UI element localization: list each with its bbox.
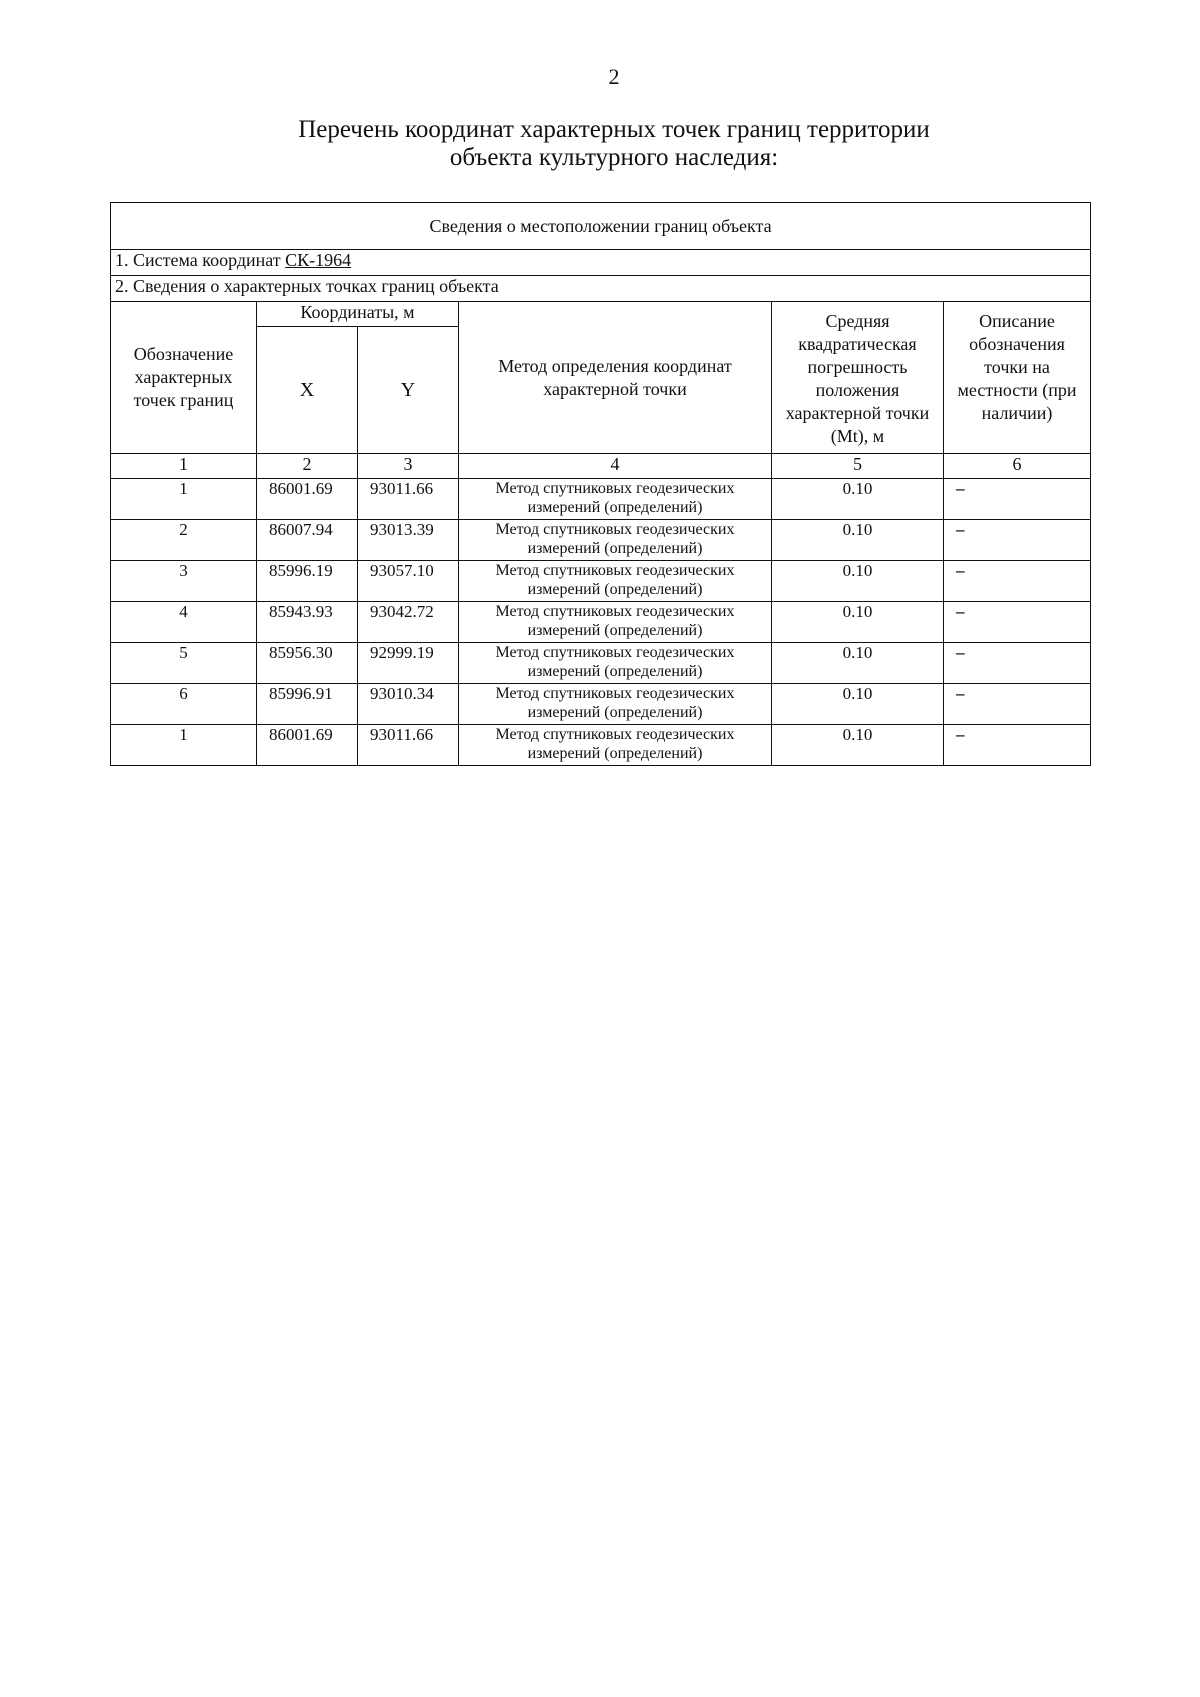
description-value: – [944, 643, 1091, 684]
error-value: 0.10 [772, 602, 944, 643]
header-method: Метод определения координат характерной точки [459, 302, 772, 454]
table-row [111, 561, 1091, 602]
method-value: Метод спутниковых геодезических измерений (определений) [459, 479, 772, 520]
point-id: 1 [111, 479, 257, 520]
error-value: 0.10 [772, 561, 944, 602]
table-row [111, 479, 1091, 520]
point-id: 4 [111, 602, 257, 643]
column-number: 3 [358, 454, 459, 479]
error-value: 0.10 [772, 725, 944, 766]
method-value: Метод спутниковых геодезических измерений (определений) [459, 684, 772, 725]
column-number: 4 [459, 454, 772, 479]
description-value: – [944, 602, 1091, 643]
x-value: 85996.91 [257, 684, 358, 725]
point-id: 1 [111, 725, 257, 766]
description-value: – [944, 561, 1091, 602]
points-heading: 2. Сведения о характерных точках границ объекта [111, 276, 1091, 302]
method-value: Метод спутниковых геодезических измерений (определений) [459, 643, 772, 684]
y-value: 93011.66 [358, 479, 459, 520]
x-value: 85956.30 [257, 643, 358, 684]
x-value: 85996.19 [257, 561, 358, 602]
y-value: 92999.19 [358, 643, 459, 684]
description-value: – [944, 684, 1091, 725]
y-value: 93010.34 [358, 684, 459, 725]
page-number: 2 [608, 64, 620, 89]
document-title-line-1: Перечень координат характерных точек границ территории [298, 116, 930, 143]
method-value: Метод спутниковых геодезических измерений (определений) [459, 520, 772, 561]
table-row [111, 602, 1091, 643]
header-description: Описание обозначения точки на местности (при наличии) [944, 302, 1091, 454]
point-id: 6 [111, 684, 257, 725]
header-x: X [257, 327, 358, 454]
header-designation: Обозначение характерных точек границ [111, 302, 257, 454]
error-value: 0.10 [772, 684, 944, 725]
method-value: Метод спутниковых геодезических измерений (определений) [459, 561, 772, 602]
table-caption: Сведения о местоположении границ объекта [111, 203, 1091, 250]
error-value: 0.10 [772, 643, 944, 684]
description-value: – [944, 479, 1091, 520]
column-number: 2 [257, 454, 358, 479]
coordinate-system-label: 1. Система координат [115, 250, 286, 270]
document-title [0, 116, 1200, 172]
y-value: 93057.10 [358, 561, 459, 602]
coordinate-system-row [111, 250, 1091, 276]
coordinates-table [110, 202, 1091, 766]
document-title-line-2: объекта культурного наследия: [449, 144, 779, 171]
column-number: 6 [944, 454, 1091, 479]
error-value: 0.10 [772, 520, 944, 561]
header-y: Y [358, 327, 459, 454]
description-value: – [944, 725, 1091, 766]
header-error: Средняя квадратическая погрешность положения характерной точки (Mt), м [772, 302, 944, 454]
header-coordinates: Координаты, м [257, 302, 459, 327]
table-row [111, 684, 1091, 725]
table-row [111, 520, 1091, 561]
x-value: 86007.94 [257, 520, 358, 561]
y-value: 93042.72 [358, 602, 459, 643]
column-number: 5 [772, 454, 944, 479]
point-id: 5 [111, 643, 257, 684]
x-value: 86001.69 [257, 725, 358, 766]
coordinate-system-value: СК-1964 [285, 250, 352, 270]
description-value: – [944, 520, 1091, 561]
point-id: 2 [111, 520, 257, 561]
column-number: 1 [111, 454, 257, 479]
point-id: 3 [111, 561, 257, 602]
y-value: 93011.66 [358, 725, 459, 766]
table-row [111, 725, 1091, 766]
error-value: 0.10 [772, 479, 944, 520]
method-value: Метод спутниковых геодезических измерений (определений) [459, 602, 772, 643]
method-value: Метод спутниковых геодезических измерений (определений) [459, 725, 772, 766]
table-row [111, 643, 1091, 684]
x-value: 85943.93 [257, 602, 358, 643]
x-value: 86001.69 [257, 479, 358, 520]
y-value: 93013.39 [358, 520, 459, 561]
